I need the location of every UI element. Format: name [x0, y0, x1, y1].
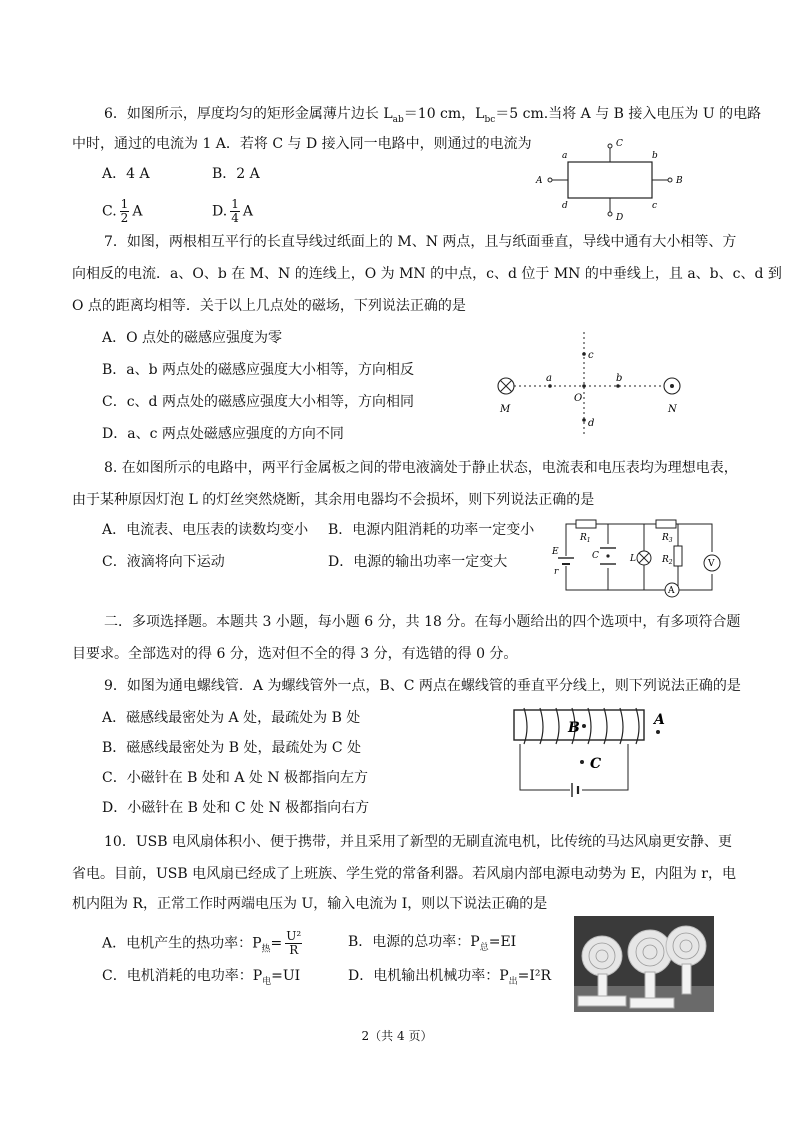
q9-option-a: A．磁感线最密处为 A 处，最疏处为 B 处 — [102, 710, 361, 726]
q8-line2: 由于某种原因灯泡 L 的灯丝突然烧断，其余用电器均不会损坏，则下列说法正确的是 — [72, 492, 595, 508]
terminal-d: D — [616, 213, 624, 223]
q8-line1: 8. 在如图所示的电路中，两平行金属板之间的带电液滴处于静止状态，电流表和电压表均为理想电表， — [104, 460, 738, 476]
corner-b: b — [652, 151, 658, 161]
q7-option-a: A．O 点处的磁感应强度为零 — [102, 330, 283, 346]
q8-circuit-figure — [548, 514, 728, 600]
svg-text:R1: $R_1$ — [580, 533, 591, 544]
label-l: L — [630, 554, 636, 564]
q7-line1: 7．如图，两根相互平行的长直导线过纸面上的 M、N 两点，且与纸面垂直，导线中通有大小相等、方 — [104, 234, 737, 250]
q7-line2: 向相反的电流．a、O、b 在 M、N 的连线上，O 为 MN 的中点，c、d 位于 MN 的中垂线上，且 a、b、c、d 到 — [72, 266, 782, 282]
corner-c: c — [652, 201, 658, 211]
section2-line1: 二．多项选择题。本题共 3 小题，每小题 6 分，共 18 分。在每小题给出的四个选项中，有多项符合题 — [104, 614, 741, 630]
solenoid-coil — [524, 708, 639, 744]
q7-option-c: C．c、d 两点处的磁感应强度大小相等，方向相同 — [102, 394, 414, 410]
q10-line1: 10．USB 电风扇体积小、便于携带，并且采用了新型的无刷直流电机，比传统的马达风扇更安静、更 — [104, 834, 732, 850]
wire-n-out-of-page-icon — [664, 378, 680, 394]
fraction-u2-over-r: $\frac{\text{U²}}{R}$ — [286, 929, 302, 957]
svg-text:A: A — [668, 586, 675, 596]
q6-option-d: D. $\frac{1}{4}$ A — [212, 197, 253, 225]
resistor-r1 — [576, 520, 596, 528]
q6-option-a: A．4 A — [102, 166, 150, 182]
label-r: r — [554, 567, 559, 577]
svg-text:V: V — [708, 559, 715, 569]
q6-line1: 6．如图所示，厚度均匀的矩形金属薄片边长 $L_{ab}=10$ cm，$L_{bc}=5$ cm.当将 A 与 B 接入电压为 U 的电路 — [104, 106, 762, 125]
label-c: c — [588, 350, 594, 361]
q6-option-b: B．2 A — [212, 166, 260, 182]
resistor-r3 — [656, 520, 676, 528]
section2-line2: 目要求。全部选对的得 6 分，选对但不全的得 3 分，有选错的得 0 分。 — [72, 646, 518, 662]
q10-option-d: D．电机输出机械功率：$P_出=I^2R$ — [348, 968, 552, 987]
terminal-b: B — [676, 176, 683, 186]
page-number: 2（共 4 页） — [361, 1029, 433, 1043]
q10-option-b: B．电源的总功率：$P_总=EI$ — [348, 934, 517, 953]
q8-option-c: C．液滴将向下运动 — [102, 554, 225, 570]
resistor-r2 — [674, 546, 682, 566]
svg-text:R3: $R_3$ — [662, 533, 673, 544]
terminal-a: A — [536, 176, 543, 186]
label-c: C — [590, 756, 602, 772]
usb-fan-photo — [574, 916, 714, 1012]
q7-option-b: B．a、b 两点处的磁感应强度大小相等，方向相反 — [102, 362, 415, 378]
q9-option-b: B．磁感线最密处为 B 处，最疏处为 C 处 — [102, 740, 362, 756]
q7-option-d: D．a、c 两点处磁感应强度的方向不同 — [102, 426, 344, 442]
q9-line1: 9．如图为通电螺线管．A 为螺线管外一点，B、C 两点在螺线管的垂直平分线上，则下列说法正确的是 — [104, 678, 741, 694]
label-a: a — [546, 373, 552, 384]
q9-option-c: C．小磁针在 B 处和 A 处 N 极都指向左方 — [102, 770, 369, 786]
q10-line3: 机内阻为 R，正常工作时两端电压为 U，输入电流为 I，则以下说法正确的是 — [72, 896, 548, 912]
corner-a: a — [562, 151, 568, 161]
q10-option-c: C．电机消耗的电功率：$P_电=UI$ — [102, 968, 301, 987]
label-e: E — [552, 547, 559, 557]
q6-option-c: C. $\frac{1}{2}$ A — [102, 197, 143, 225]
q8-option-b: B．电源内阻消耗的功率一定变小 — [328, 522, 535, 538]
label-b: B — [568, 720, 580, 736]
q8-option-d: D．电源的输出功率一定变大 — [328, 554, 508, 570]
droplet — [606, 554, 609, 557]
terminal-c: C — [616, 139, 623, 149]
q10-option-a: A．电机产生的热功率：$P_热=$ $\frac{\text{U²}}{R}$ — [102, 929, 302, 957]
metal-sheet — [568, 162, 652, 198]
wire-m-into-page-icon — [498, 378, 514, 394]
lamp-icon — [637, 551, 651, 565]
q6-rectangle-figure — [530, 134, 690, 224]
fraction-one-half: $\frac{1}{2}$ — [120, 197, 129, 225]
label-d: d — [588, 418, 595, 429]
label-n: N — [668, 404, 677, 415]
svg-text:R2: $R_2$ — [662, 555, 673, 566]
fraction-one-quarter: $\frac{1}{4}$ — [231, 197, 239, 225]
q10-line2: 省电。目前，USB 电风扇已经成了上班族、学生党的常备利器。若风扇内部电源电动势为 E，内阻为 r，电 — [72, 866, 736, 882]
q8-option-a: A．电流表、电压表的读数均变小 — [102, 522, 309, 538]
q6-line2: 中时，通过的电流为 1 A．若将 C 与 D 接入同一电路中，则通过的电流为 — [72, 136, 532, 152]
q7-wires-figure — [488, 328, 698, 438]
label-a: A — [654, 712, 665, 728]
q9-option-d: D．小磁针在 B 处和 C 处 N 极都指向右方 — [102, 800, 370, 816]
corner-d: d — [562, 201, 568, 211]
q9-solenoid-figure — [508, 704, 688, 808]
label-o: O — [574, 393, 583, 404]
label-m: M — [500, 404, 511, 415]
label-b: b — [616, 373, 623, 384]
q7-line3: O 点的距离均相等．关于以上几点处的磁场，下列说法正确的是 — [72, 298, 466, 314]
label-c: C — [592, 551, 599, 561]
